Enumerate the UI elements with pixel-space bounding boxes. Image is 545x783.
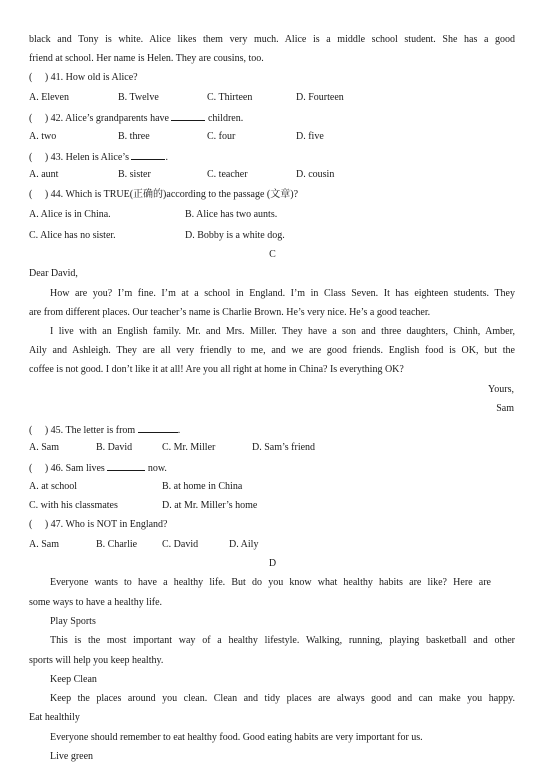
- q43-stem-pre: ( ) 43. Helen is Alice’s: [29, 152, 129, 163]
- q42-option-b: B. three: [118, 131, 150, 142]
- question-47: ( ) 47. Who is NOT in England?: [29, 519, 168, 530]
- q43-option-b: B. sister: [118, 169, 151, 180]
- q47-option-b: B. Charlie: [96, 539, 138, 550]
- q43-option-d: D. cousin: [296, 169, 335, 180]
- q43-option-c: C. teacher: [207, 169, 248, 180]
- d-intro-line-1: Everyone wants to have a healthy life. But do you know what healthy habits are like? Here are: [50, 577, 491, 588]
- letter-p2-line-1: I live with an English family. Mr. and Mrs. Miller. They have a son and three daughters, Chinh, Amber,: [50, 326, 515, 337]
- q46-option-c: C. with his classmates: [29, 500, 118, 511]
- q41-option-a: A. Eleven: [29, 92, 69, 103]
- heading-keep-clean: Keep Clean: [50, 674, 97, 685]
- letter-signature: Sam: [496, 403, 514, 414]
- q47-option-c: C. David: [162, 539, 199, 550]
- q45-option-a: A. Sam: [29, 442, 59, 453]
- letter-p1-line-1: How are you? I’m fine. I’m at a school in England. I’m in Class Seven. It has eighteen students. They: [50, 288, 515, 299]
- q41-option-b: B. Twelve: [118, 92, 159, 103]
- heading-play-sports: Play Sports: [50, 616, 96, 627]
- q46-option-a: A. at school: [29, 481, 78, 492]
- q42-option-d: D. five: [296, 131, 324, 142]
- q46-option-d: D. at Mr. Miller’s home: [162, 500, 258, 511]
- section-d-heading: D: [268, 558, 277, 569]
- intro-line-2: friend at school. Her name is Helen. They are cousins, too.: [29, 53, 264, 64]
- section-c-heading: C: [269, 249, 276, 260]
- intro-line-1: black and Tony is white. Alice likes them very much. Alice is a middle school student. She has a good: [29, 34, 515, 45]
- question-44: ( ) 44. Which is TRUE(正确的)according to the passage (文章)?: [29, 189, 299, 200]
- q42-blank: [171, 111, 205, 121]
- q44-option-c: C. Alice has no sister.: [29, 230, 116, 241]
- q45-stem-post: .: [177, 425, 181, 436]
- q42-option-c: C. four: [207, 131, 236, 142]
- heading-live-green: Live green: [50, 751, 94, 762]
- question-42: [29, 111, 243, 125]
- q45-option-b: B. David: [96, 442, 133, 453]
- q42-option-a: A. two: [29, 131, 57, 142]
- q46-blank: [107, 461, 145, 471]
- q42-stem-post: children.: [207, 113, 244, 124]
- d-p3-line-1: Everyone should remember to eat healthy food. Good eating habits are very important for us.: [50, 732, 423, 743]
- q46-stem-pre: ( ) 46. Sam lives: [29, 463, 105, 474]
- q47-option-d: D. Aily: [229, 539, 259, 550]
- q42-stem-pre: ( ) 42. Alice’s grandparents have: [29, 113, 169, 124]
- letter-closing: Yours,: [488, 384, 514, 395]
- q43-blank: [131, 150, 165, 160]
- question-41: ( ) 41. How old is Alice?: [29, 72, 138, 83]
- letter-greeting: Dear David,: [29, 268, 78, 279]
- letter-p2-line-3: coffee is not good. I don’t like it at all! Are you all right at home in China? Is everything OK?: [29, 364, 404, 375]
- q45-option-c: C. Mr. Miller: [162, 442, 216, 453]
- question-45: [29, 423, 180, 437]
- d-p1-line-2: sports will help you keep healthy.: [29, 655, 164, 666]
- question-43: [29, 150, 168, 164]
- q41-option-c: C. Thirteen: [207, 92, 253, 103]
- q44-option-a: A. Alice is in China.: [29, 209, 111, 220]
- q43-option-a: A. aunt: [29, 169, 59, 180]
- d-p1-line-1: This is the most important way of a healthy lifestyle. Walking, running, playing basketball and other: [50, 635, 515, 646]
- q45-stem-pre: ( ) 45. The letter is from: [29, 425, 136, 436]
- d-p2-line-1: Keep the places around you clean. Clean and tidy places are always good and can make you happy.: [50, 693, 515, 704]
- q45-blank: [138, 423, 178, 433]
- q44-option-d: D. Bobby is a white dog.: [185, 230, 285, 241]
- d-intro-line-2: some ways to have a healthy life.: [29, 597, 163, 608]
- q46-option-b: B. at home in China: [162, 481, 243, 492]
- q45-option-d: D. Sam’s friend: [252, 442, 316, 453]
- q46-stem-post: now.: [147, 463, 167, 474]
- letter-p1-line-2: are from different places. Our teacher’s name is Charlie Brown. He’s very nice. He’s a good teacher.: [29, 307, 431, 318]
- q43-stem-post: .: [165, 152, 168, 163]
- q44-option-b: B. Alice has two aunts.: [185, 209, 278, 220]
- q41-option-d: D. Fourteen: [296, 92, 344, 103]
- heading-eat-healthily: Eat healthily: [29, 712, 80, 723]
- q47-option-a: A. Sam: [29, 539, 59, 550]
- letter-p2-line-2: Aily and Ashleigh. They are all very friendly to me, and we are good friends. English food is OK, but the: [29, 345, 515, 356]
- question-46: [29, 461, 167, 475]
